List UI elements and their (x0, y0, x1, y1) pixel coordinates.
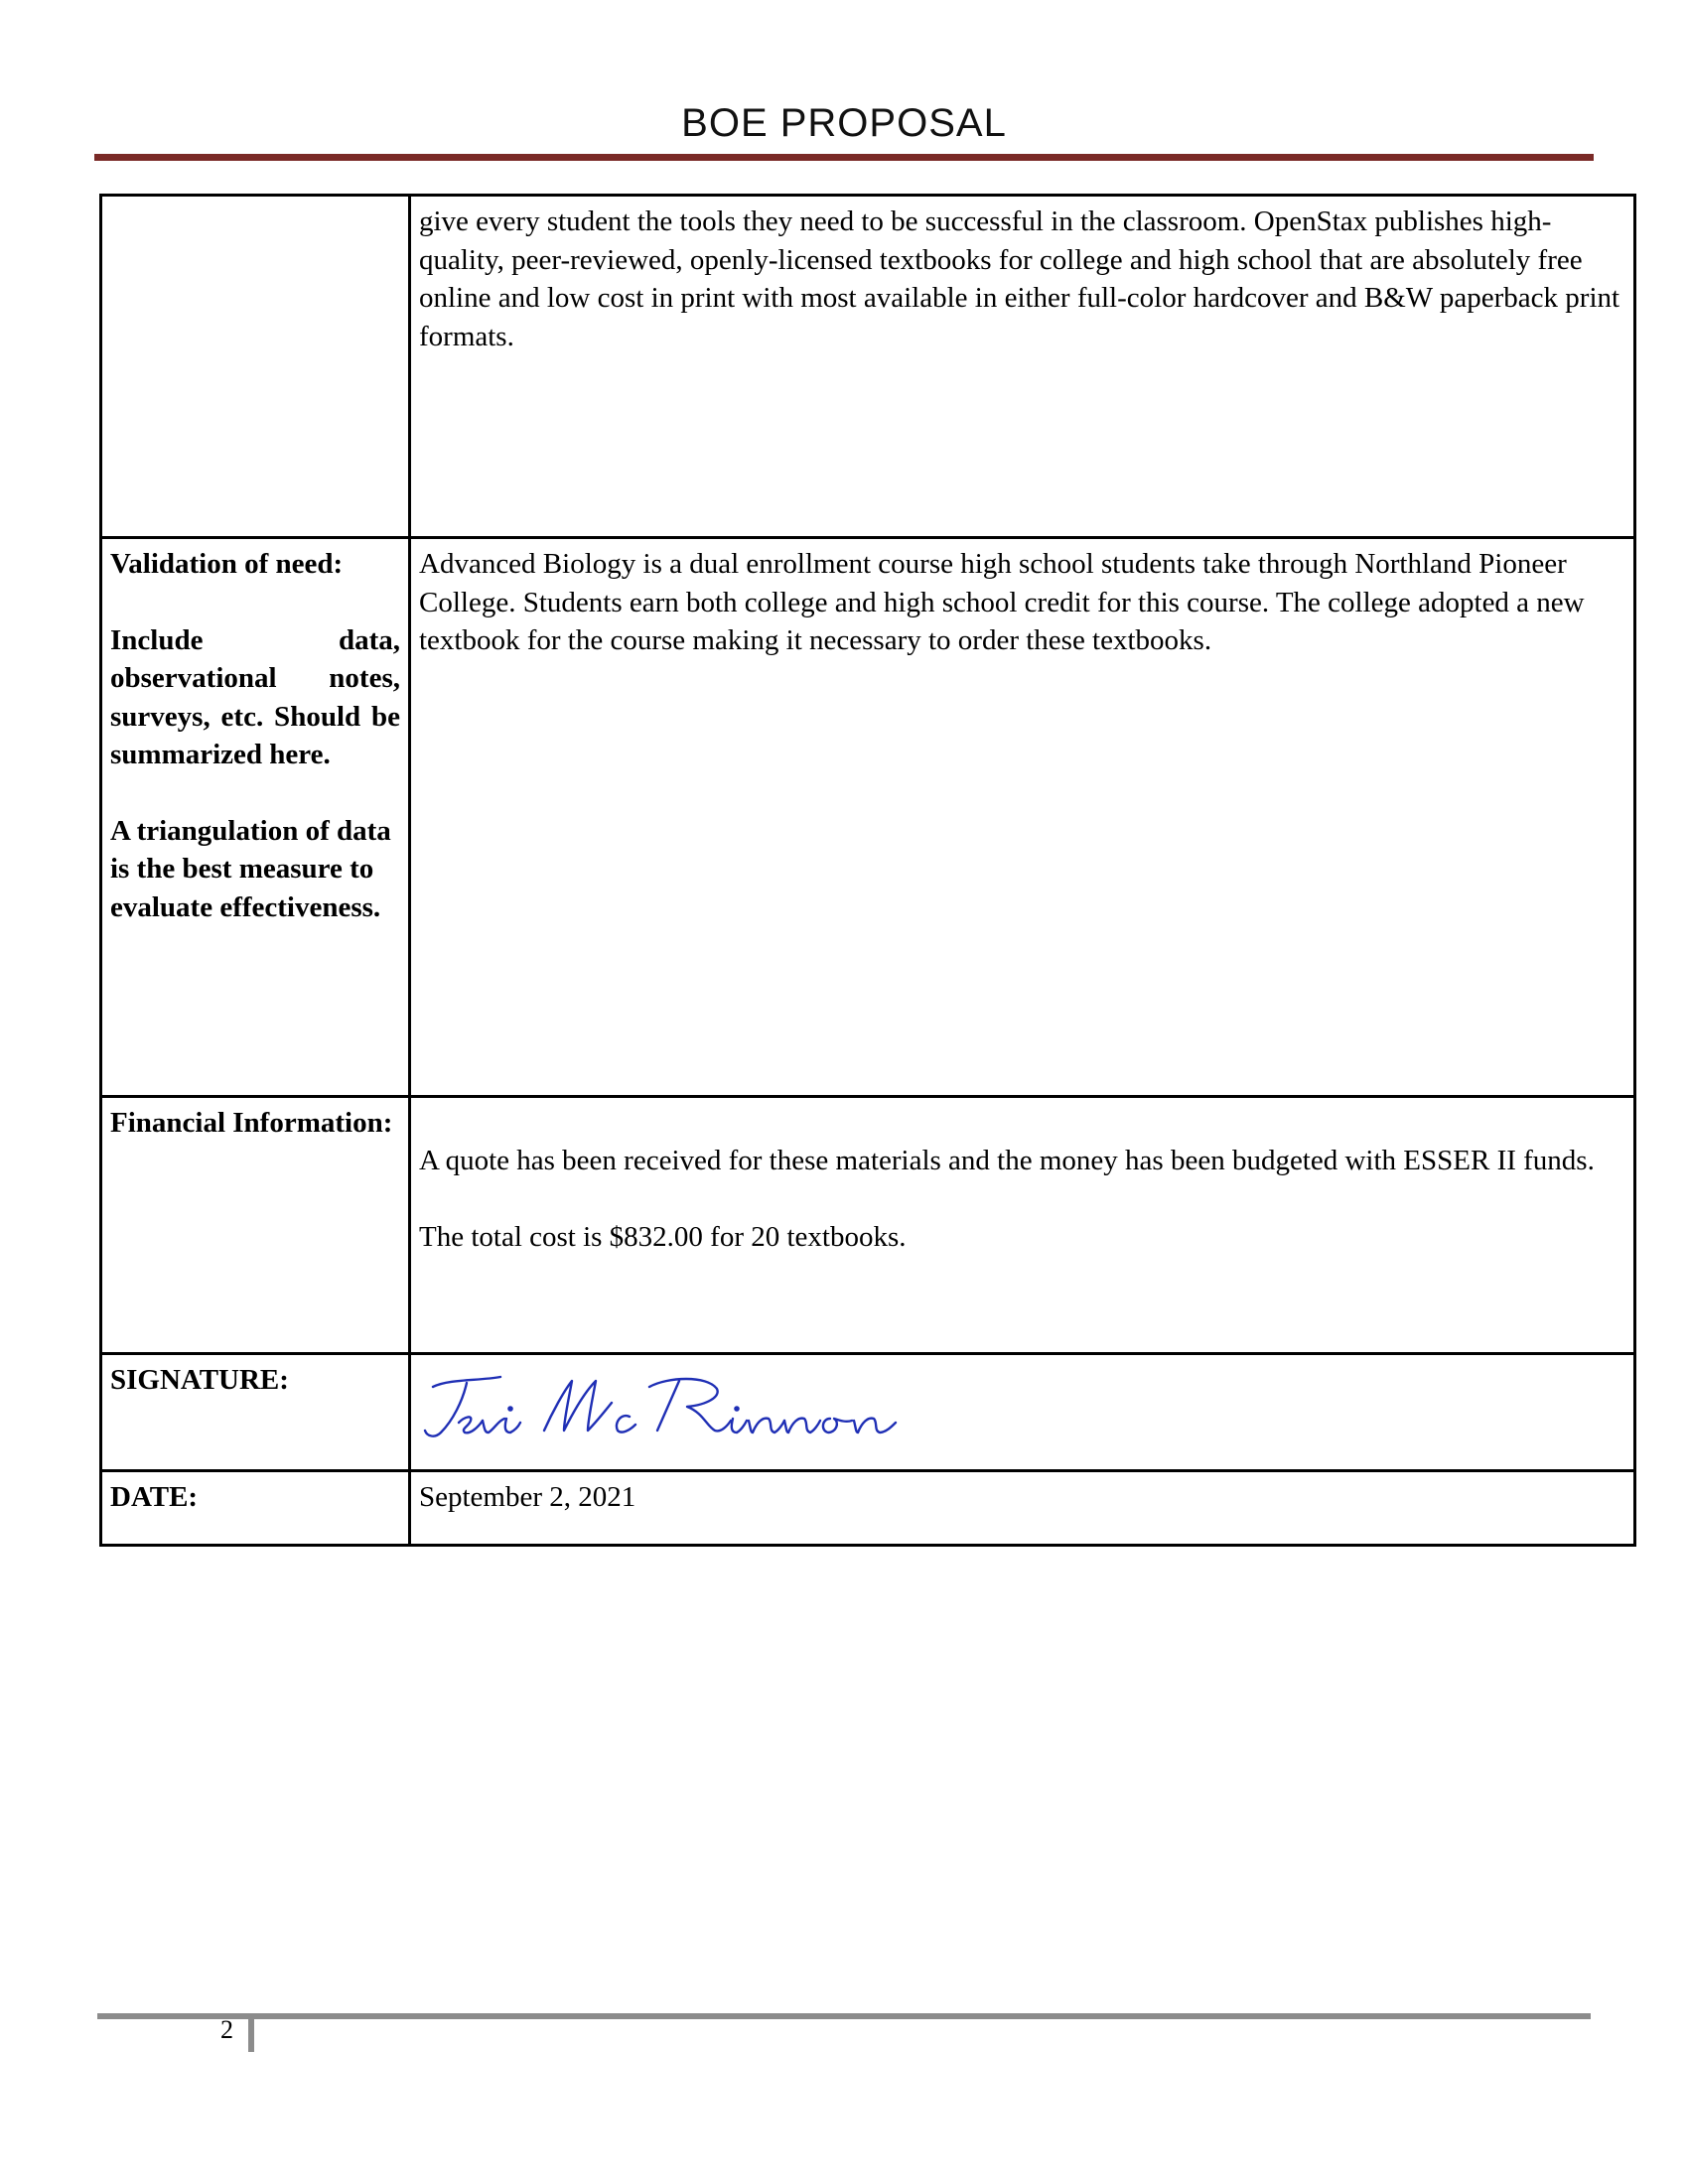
page-number: 2 (220, 2015, 233, 2044)
signature-cell (410, 1354, 1635, 1471)
table-row-signature (101, 1354, 1635, 1471)
proposal-table (99, 194, 1636, 1547)
financial-quote-text: A quote has been received for these materials and the money has been budgeted with ESSER II funds. (419, 1145, 1595, 1176)
financial-total-cost: The total cost is $832.00 for 20 textbooks. (419, 1220, 907, 1253)
validation-label-triangulation: A triangulation of data is the best measure to evaluate effectiveness. (110, 814, 391, 923)
date-label: DATE: (101, 1471, 410, 1546)
footer-divider (97, 2013, 1591, 2019)
handwritten-signature (419, 1373, 915, 1442)
table-row-financial (101, 1097, 1635, 1354)
validation-label-cell (101, 538, 410, 1097)
date-value: September 2, 2021 (410, 1471, 1635, 1546)
header-divider (94, 154, 1594, 161)
continuation-label-cell (101, 196, 410, 538)
continuation-text: give every student the tools they need to be successful in the classroom. OpenStax publishes high-quality, peer-reviewed, openly-licensed textbooks for college and high school that are absolutely free online and low cost in print with most available in either full-color hardcover and B&W paperback print formats. (410, 196, 1635, 538)
table-row-validation (101, 538, 1635, 1097)
table-row-date (101, 1471, 1635, 1546)
financial-content-cell (410, 1097, 1635, 1354)
page-header-title: BOE PROPOSAL (681, 101, 1007, 145)
validation-text: Advanced Biology is a dual enrollment course high school students take through Northland Pioneer College. Students earn both college and high school credit for this course. The college adopted a new textbook for the course making it necessary to order these textbooks. (410, 538, 1635, 1097)
table-row-continuation (101, 196, 1635, 538)
footer-page-bar (248, 2015, 254, 2052)
validation-label-instructions: Include data, observational notes, surveys, etc. Should be summarized here. (110, 623, 400, 770)
signature-label: SIGNATURE: (101, 1354, 410, 1471)
financial-label: Financial Information: (101, 1097, 410, 1354)
validation-label-title: Validation of need: (110, 548, 344, 580)
